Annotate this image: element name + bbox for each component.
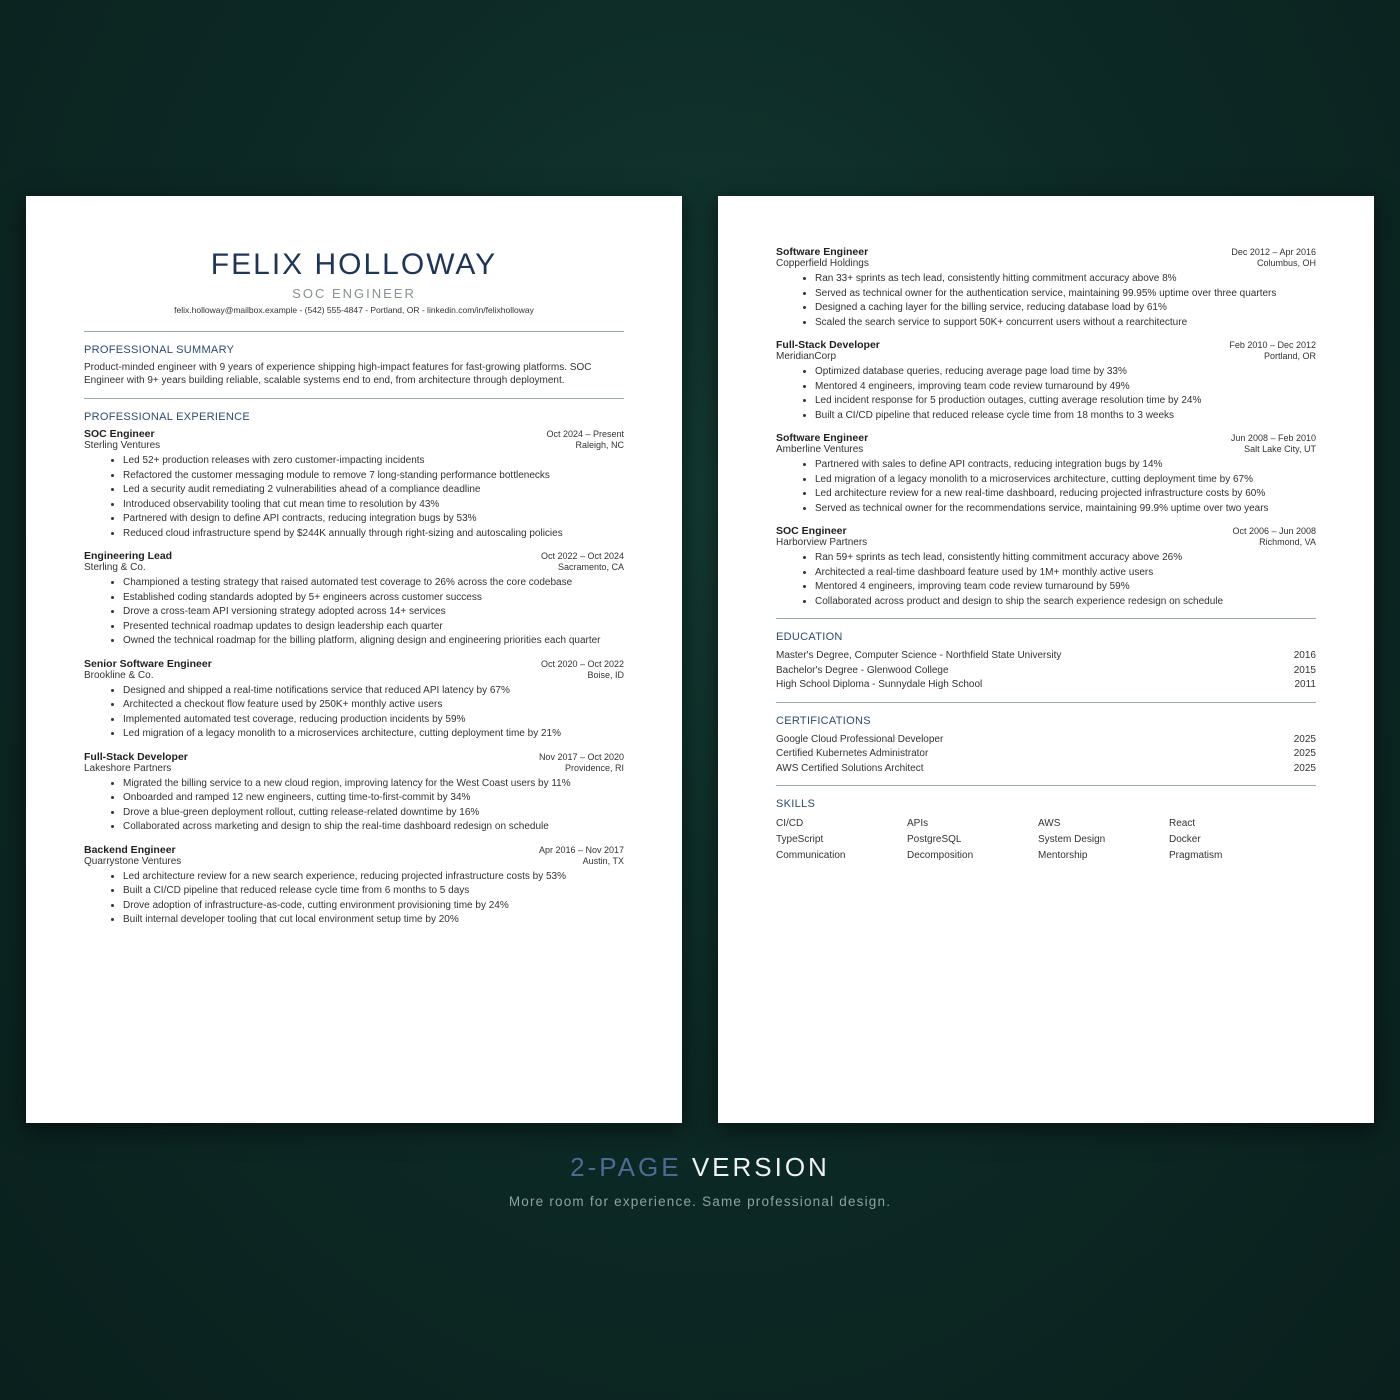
skill-item: APIs — [907, 818, 929, 829]
resume-page-2 — [718, 196, 1374, 1123]
job-title-row — [84, 751, 624, 763]
job-entry — [84, 658, 624, 742]
divider — [84, 331, 624, 332]
caption-title-rest: VERSION — [691, 1152, 830, 1182]
job-dates: Dec 2012 – Apr 2016 — [1231, 247, 1316, 257]
certification-item-year: 2025 — [1293, 748, 1316, 759]
candidate-role: SOC ENGINEER — [292, 286, 416, 301]
job-company-row — [84, 763, 624, 774]
job-location: Providence, RI — [564, 762, 624, 773]
job-location: Columbus, OH — [1256, 258, 1316, 268]
job-company-row — [776, 537, 1316, 548]
skill-item: AWS — [1038, 818, 1061, 829]
certification-item-label: AWS Certified Solutions Architect — [776, 762, 924, 774]
job-bullets — [84, 454, 624, 541]
skill-item: Communication — [776, 850, 846, 861]
skill-item: React — [1169, 818, 1196, 829]
contact-line: felix.holloway@mailbox.example - (542) 555-4847 - Portland, OR - linkedin.com/in/felixholloway — [174, 305, 534, 315]
certification-item-year: 2025 — [1293, 762, 1316, 774]
bullet-item: • Implemented automated test coverage, reducing production incidents by 59% — [123, 713, 624, 728]
job-entry — [84, 550, 624, 649]
job-title-row — [84, 428, 624, 440]
job-dates: Jun 2008 – Feb 2010 — [1230, 433, 1316, 443]
job-dates: Oct 2020 – Oct 2022 — [540, 658, 624, 669]
bullet-item: • Established coding standards adopted by 5+ engineers across customer success — [123, 591, 624, 606]
job-location: Richmond, VA — [1259, 537, 1316, 547]
certification-item-year: 2025 — [1293, 733, 1316, 745]
job-bullets — [776, 272, 1316, 330]
job-company: Brookline & Co. — [84, 669, 154, 681]
job-company-row — [84, 856, 624, 867]
education-item-label: High School Diploma - Sunnydale High School — [776, 679, 983, 690]
education-item-year: 2015 — [1293, 664, 1316, 676]
job-title-row — [776, 339, 1316, 351]
job-location: Raleigh, NC — [575, 440, 624, 450]
bullet-item: • Led a security audit remediating 2 vulnerabilities ahead of a compliance deadline — [123, 483, 624, 498]
bullet-item: • Built a CI/CD pipeline that reduced release cycle time from 18 months to 3 weeks — [815, 409, 1316, 424]
job-company-row — [776, 351, 1316, 362]
bullet-item: • Partnered with design to define API contracts, reducing integration bugs by 53% — [123, 512, 624, 527]
job-title: Software Engineer — [776, 432, 869, 444]
experience-list-page-2 — [776, 196, 1316, 609]
bullet-item: • Introduced observability tooling that cut mean time to resolution by 43% — [123, 498, 624, 513]
bullet-item: • Drove a blue-green deployment rollout, cutting release-related downtime by 16% — [123, 806, 624, 821]
job-entry — [84, 844, 624, 928]
job-bullets — [776, 365, 1316, 423]
bullet-item: • Led incident response for 5 production outages, cutting average resolution time by 24% — [815, 394, 1316, 409]
job-company: Sterling Ventures — [84, 440, 161, 451]
caption-title — [0, 1152, 1400, 1183]
bullet-item: • Migrated the billing service to a new cloud region, improving latency for the West Coast users by 11% — [123, 777, 624, 792]
divider — [776, 618, 1316, 619]
job-company: Harborview Partners — [776, 537, 868, 548]
job-title: Senior Software Engineer — [84, 657, 212, 670]
caption-title-accent: 2-PAGE — [570, 1152, 682, 1182]
education-item-label: Bachelor's Degree - Glenwood College — [776, 664, 949, 676]
job-entry — [776, 246, 1316, 330]
job-dates: Nov 2017 – Oct 2020 — [538, 751, 624, 762]
job-entry — [776, 525, 1316, 609]
job-title: Full-Stack Developer — [84, 750, 188, 763]
bullet-item: • Collaborated across marketing and design to ship the real-time dashboard redesign on schedule — [123, 820, 624, 835]
bullet-item: • Led migration of a legacy monolith to a microservices architecture, cutting deployment time by 21% — [123, 727, 624, 742]
job-company: Amberline Ventures — [776, 444, 864, 455]
job-entry — [84, 428, 624, 541]
job-dates: Oct 2006 – Jun 2008 — [1232, 526, 1316, 536]
skill-item: System Design — [1038, 834, 1106, 845]
resume-header — [84, 248, 624, 315]
bullet-item: • Ran 59+ sprints as tech lead, consistently hitting commitment accuracy above 26% — [815, 551, 1316, 566]
job-title-row — [84, 550, 624, 562]
summary-text: Product-minded engineer with 9 years of experience shipping high-impact features for fast-growing platforms. SOC Engineer with 9+ years building reliable, scalable systems end to end, from architecture through deployment. — [84, 362, 592, 386]
job-title-row — [776, 246, 1316, 258]
bullet-item: • Led architecture review for a new search experience, reducing projected infrastructure costs by 53% — [123, 870, 624, 885]
job-company-row — [84, 562, 624, 573]
education-item-year: 2011 — [1294, 679, 1316, 690]
experience-heading: PROFESSIONAL EXPERIENCE — [84, 411, 251, 423]
job-entry — [776, 339, 1316, 423]
job-title: SOC Engineer — [84, 428, 155, 440]
certifications-list — [776, 733, 1316, 777]
job-title: Backend Engineer — [84, 843, 176, 856]
certification-item-label: Certified Kubernetes Administrator — [776, 748, 929, 759]
skill-item: Decomposition — [907, 850, 974, 861]
job-bullets — [84, 870, 624, 928]
skills-grid — [776, 816, 1316, 864]
job-location: Salt Lake City, UT — [1244, 444, 1316, 454]
skill-item: Docker — [1169, 834, 1201, 845]
bullet-item: • Led architecture review for a new real-time dashboard, reducing projected infrastructure costs by 60% — [815, 487, 1316, 502]
bullet-item: • Scaled the search service to support 50K+ concurrent users without a rearchitecture — [815, 316, 1316, 331]
education-item — [776, 664, 1316, 679]
job-company-row — [776, 444, 1316, 455]
job-company: Lakeshore Partners — [84, 762, 172, 774]
job-location: Sacramento, CA — [557, 562, 624, 572]
divider — [776, 785, 1316, 786]
education-item-year: 2016 — [1293, 650, 1316, 661]
bullet-item: • Ran 33+ sprints as tech lead, consistently hitting commitment accuracy above 8% — [815, 272, 1316, 287]
job-title: Full-Stack Developer — [776, 339, 880, 351]
job-bullets — [776, 551, 1316, 609]
skill-item: Pragmatism — [1169, 850, 1223, 861]
bullet-item: • Designed and shipped a real-time notifications service that reduced API latency by 67% — [123, 684, 624, 699]
education-item — [776, 649, 1316, 664]
job-dates: Feb 2010 – Dec 2012 — [1229, 340, 1316, 350]
education-item — [776, 678, 1316, 693]
divider — [776, 702, 1316, 703]
bullet-item: • Built internal developer tooling that cut local environment setup time by 20% — [123, 913, 624, 928]
job-bullets — [776, 458, 1316, 516]
divider — [84, 398, 624, 399]
job-bullets — [84, 684, 624, 742]
bullet-item: • Owned the technical roadmap for the billing platform, aligning design and engineering priorities each quarter — [123, 634, 624, 649]
job-bullets — [84, 576, 624, 649]
job-title-row — [84, 844, 624, 856]
job-dates: Apr 2016 – Nov 2017 — [538, 844, 624, 855]
education-heading: EDUCATION — [776, 631, 843, 643]
skills-heading: SKILLS — [776, 798, 816, 810]
job-company: Sterling & Co. — [84, 562, 146, 573]
skill-item: TypeScript — [776, 834, 824, 845]
job-title-row — [776, 432, 1316, 444]
education-list — [776, 649, 1316, 693]
job-location: Portland, OR — [1263, 351, 1316, 361]
certifications-heading: CERTIFICATIONS — [776, 714, 871, 727]
job-title: Engineering Lead — [84, 550, 173, 562]
bullet-item: • Designed a caching layer for the billing service, reducing database load by 61% — [815, 301, 1316, 316]
certification-item-label: Google Cloud Professional Developer — [776, 733, 944, 745]
bullet-item: • Led 52+ production releases with zero customer-impacting incidents — [123, 454, 624, 469]
bullet-item: • Drove a cross-team API versioning strategy adopted across 14+ services — [123, 605, 624, 620]
bullet-item: • Architected a real-time dashboard feature used by 1M+ monthly active users — [815, 566, 1316, 581]
bullet-item: • Presented technical roadmap updates to design leadership each quarter — [123, 620, 624, 635]
bullet-item: • Optimized database queries, reducing average page load time by 33% — [815, 365, 1316, 380]
job-entry — [84, 751, 624, 835]
bullet-item: • Built a CI/CD pipeline that reduced release cycle time from 6 months to 5 days — [123, 884, 624, 899]
resume-page-1 — [26, 196, 682, 1123]
summary-heading: PROFESSIONAL SUMMARY — [84, 344, 235, 356]
experience-list-page-1 — [84, 428, 624, 928]
job-location: Austin, TX — [582, 855, 624, 866]
job-company-row — [776, 258, 1316, 269]
job-dates: Oct 2024 – Present — [546, 429, 624, 439]
job-location: Boise, ID — [587, 669, 624, 680]
skill-item: Mentorship — [1038, 850, 1088, 861]
certification-item — [776, 747, 1316, 762]
bullet-item: • Refactored the customer messaging module to remove 7 long-standing performance bottlenecks — [123, 469, 624, 484]
bullet-item: • Architected a checkout flow feature used by 250K+ monthly active users — [123, 698, 624, 713]
job-title: Software Engineer — [776, 246, 869, 258]
skill-item: CI/CD — [776, 818, 804, 829]
bullet-item: • Served as technical owner for the recommendations service, maintaining 99.9% uptime over two years — [815, 502, 1316, 517]
candidate-name: FELIX HOLLOWAY — [210, 248, 498, 281]
bullet-item: • Mentored 4 engineers, improving team code review turnaround by 59% — [815, 580, 1316, 595]
skill-item: PostgreSQL — [907, 834, 962, 845]
bullet-item: • Onboarded and ramped 12 new engineers, cutting time-to-first-commit by 34% — [123, 791, 624, 806]
bullet-item: • Collaborated across product and design to ship the search experience redesign on schedule — [815, 595, 1316, 610]
job-title-row — [776, 525, 1316, 537]
bullet-item: • Championed a testing strategy that raised automated test coverage to 26% across the core codebase — [123, 576, 624, 591]
job-company: MeridianCorp — [776, 351, 837, 362]
job-title-row — [84, 658, 624, 670]
bullet-item: • Mentored 4 engineers, improving team code review turnaround by 49% — [815, 380, 1316, 395]
job-company-row — [84, 670, 624, 681]
bullet-item: • Drove adoption of infrastructure-as-code, cutting environment provisioning time by 24% — [123, 899, 624, 914]
job-dates: Oct 2022 – Oct 2024 — [540, 551, 624, 561]
certification-item — [776, 762, 1316, 777]
job-title: SOC Engineer — [776, 525, 847, 537]
job-bullets — [84, 777, 624, 835]
bullet-item: • Served as technical owner for the authentication service, maintaining 99.95% uptime over three quarters — [815, 287, 1316, 302]
job-company: Copperfield Holdings — [776, 258, 869, 269]
bullet-item: • Led migration of a legacy monolith to a microservices architecture, cutting deployment time by 67% — [815, 473, 1316, 488]
certification-item — [776, 733, 1316, 748]
bullet-item: • Partnered with sales to define API contracts, reducing integration bugs by 14% — [815, 458, 1316, 473]
education-item-label: Master's Degree, Computer Science - Northfield State University — [776, 650, 1062, 661]
bullet-item: • Reduced cloud infrastructure spend by $244K annually through right-sizing and autoscaling policies — [123, 527, 624, 542]
caption-subtitle: More room for experience. Same professional design. — [508, 1194, 892, 1209]
job-entry — [776, 432, 1316, 516]
job-company-row — [84, 440, 624, 451]
job-company: Quarrystone Ventures — [84, 855, 182, 867]
